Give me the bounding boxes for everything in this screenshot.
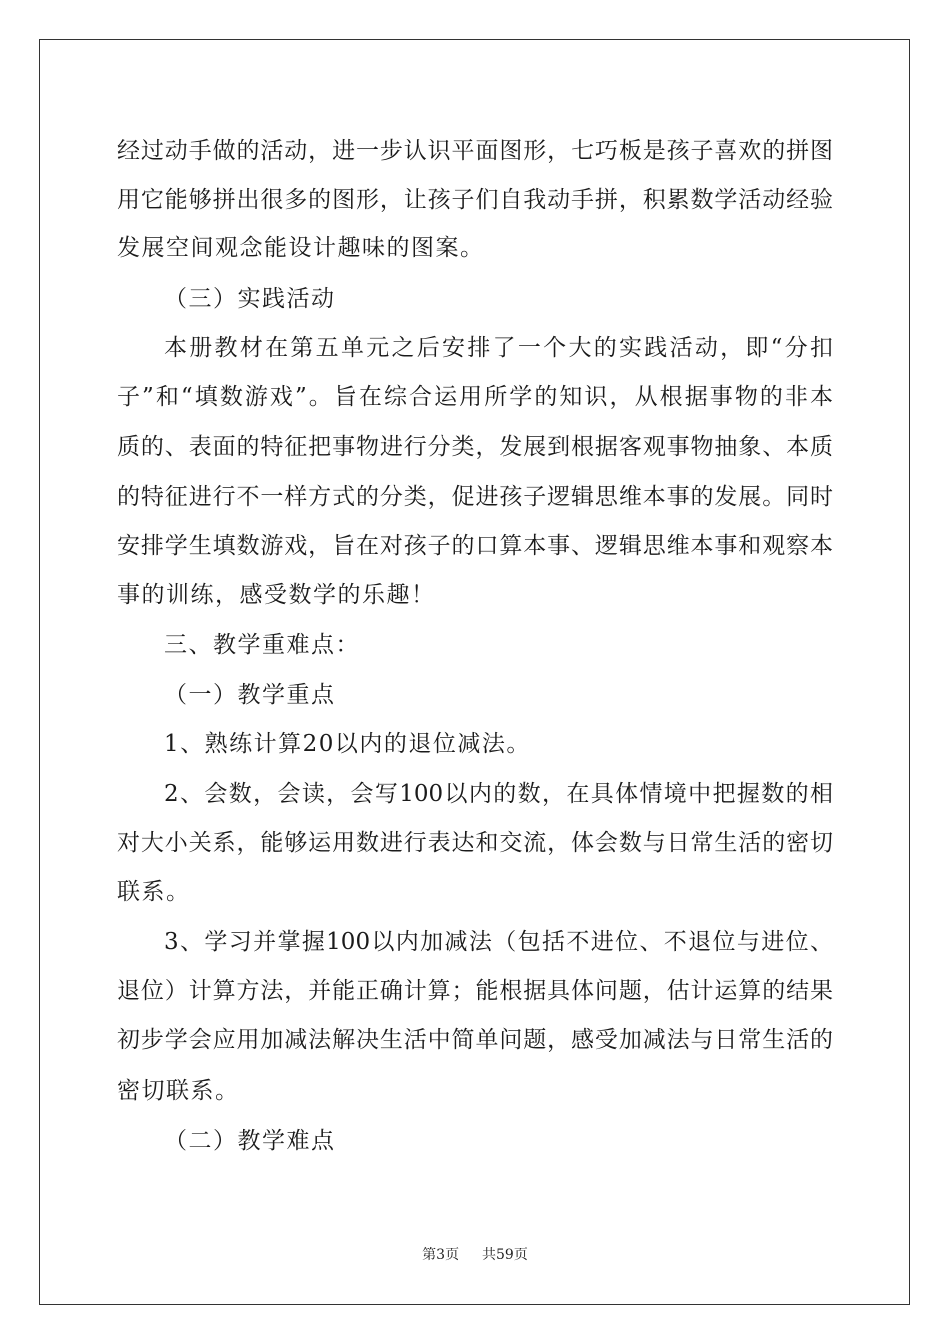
section-heading: 三、教学重难点： — [164, 632, 360, 658]
section-heading: （三）实践活动 — [164, 286, 336, 312]
text-line: 密切联系。 — [117, 1078, 240, 1104]
text-line: 1、熟练计算20以内的退位减法。 — [164, 731, 531, 757]
text-line: 初步学会应用加减法解决生活中简单问题，感受加减法与日常生活的 — [117, 1027, 833, 1053]
page-total: 共59页 — [482, 1247, 528, 1263]
text-line: 经过动手做的活动，进一步认识平面图形，七巧板是孩子喜欢的拼图 — [117, 138, 833, 164]
text-line: 子”和“填数游戏”。旨在综合运用所学的知识，从根据事物的非本 — [117, 384, 833, 410]
page-border — [39, 39, 910, 1305]
text-line: 本册教材在第五单元之后安排了一个大的实践活动，即“分扣 — [164, 335, 833, 361]
text-line: 退位）计算方法，并能正确计算；能根据具体问题，估计运算的结果 — [117, 978, 833, 1004]
section-heading: （二）教学难点 — [164, 1128, 336, 1154]
text-line: 联系。 — [117, 879, 191, 905]
text-line: 对大小关系，能够运用数进行表达和交流，体会数与日常生活的密切 — [117, 830, 833, 856]
section-heading: （一）教学重点 — [164, 682, 336, 708]
text-line: 发展空间观念能设计趣味的图案。 — [117, 235, 485, 261]
text-line: 质的、表面的特征把事物进行分类，发展到根据客观事物抽象、本质 — [117, 434, 833, 460]
text-line: 安排学生填数游戏，旨在对孩子的口算本事、逻辑思维本事和观察本 — [117, 533, 833, 559]
text-line: 2、会数，会读，会写100以内的数，在具体情境中把握数的相 — [164, 781, 833, 807]
text-line: 事的训练，感受数学的乐趣！ — [117, 582, 436, 608]
text-line: 的特征进行不一样方式的分类，促进孩子逻辑思维本事的发展。同时 — [117, 484, 833, 510]
page-footer — [0, 1244, 950, 1264]
page-number: 第3页 — [422, 1247, 460, 1263]
text-line: 3、学习并掌握100以内加减法（包括不进位、不退位与进位、 — [164, 929, 833, 955]
text-line: 用它能够拼出很多的图形，让孩子们自我动手拼，积累数学活动经验 — [117, 187, 833, 213]
